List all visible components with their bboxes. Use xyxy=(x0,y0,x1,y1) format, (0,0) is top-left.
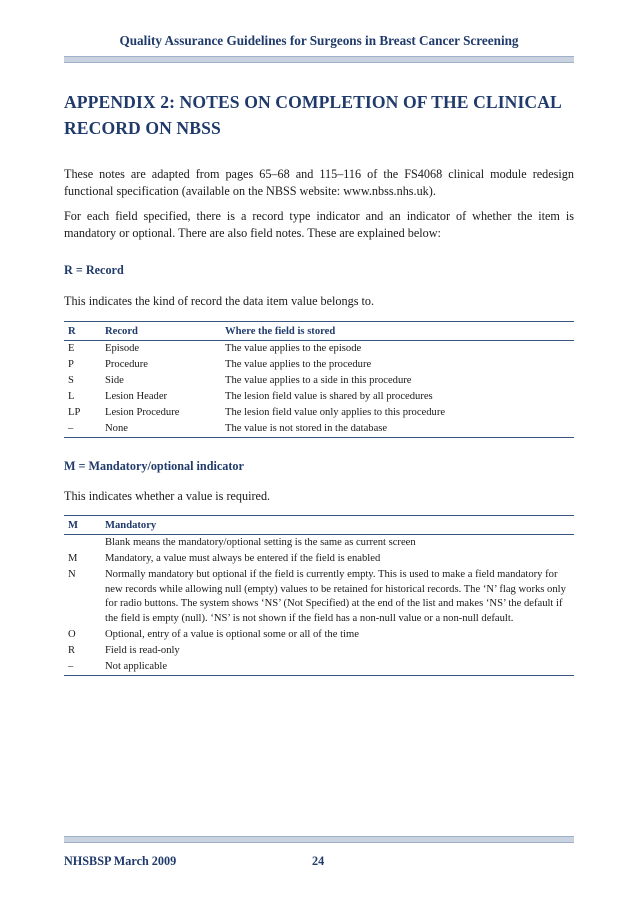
mandatory-code: M xyxy=(68,553,78,564)
record-type: Lesion Procedure xyxy=(105,407,180,418)
table-row xyxy=(64,405,574,421)
table-row xyxy=(64,357,574,373)
mandatory-col-m: M xyxy=(64,516,105,535)
record-col-stored: Where the field is stored xyxy=(225,322,574,341)
page-number: 24 xyxy=(312,854,325,868)
header-title: Quality Assurance Guidelines for Surgeons in Breast Cancer Screening xyxy=(119,33,519,48)
record-col-record: Record xyxy=(105,322,225,341)
record-storage: The value applies to a side in this procedure xyxy=(225,375,412,386)
mandatory-meaning: Field is read-only xyxy=(105,645,180,656)
table-row xyxy=(64,567,574,627)
mandatory-description: This indicates whether a value is required. xyxy=(64,489,271,503)
mandatory-col-mandatory: Mandatory xyxy=(105,516,574,535)
table-row xyxy=(64,341,574,358)
record-code: LP xyxy=(68,407,81,418)
mandatory-meaning: Mandatory, a value must always be entered if the field is enabled xyxy=(105,553,381,564)
record-type: Lesion Header xyxy=(105,391,168,402)
table-row xyxy=(64,535,574,552)
table-row xyxy=(64,551,574,567)
record-col-r: R xyxy=(64,322,105,341)
header-rule xyxy=(64,56,574,63)
record-code: L xyxy=(68,391,75,402)
record-code: E xyxy=(68,343,75,354)
record-type: Episode xyxy=(105,343,140,354)
record-table-header xyxy=(64,322,574,341)
mandatory-meaning: Normally mandatory but optional if the field is currently empty. This is used to make a field mandatory for new records while allowing null (empty) values to be retained for historical records. The ‘N’ flag works only for radio buttons. The system shows ‘NS’ (Not Specified) at the end of the list and makes ‘NS’ the default if the field is empty (null). ‘NS’ is not shown if the field has a non-null value or a non-null default. xyxy=(105,569,566,624)
record-heading: R = Record xyxy=(64,263,124,277)
footer-rule xyxy=(64,836,574,843)
appendix-title: APPENDIX 2: NOTES ON COMPLETION OF THE CLINICAL RECORD ON NBSS xyxy=(64,92,561,138)
record-code: S xyxy=(68,375,74,386)
record-storage: The value applies to the procedure xyxy=(225,359,372,370)
record-code: – xyxy=(64,421,105,438)
table-row xyxy=(64,627,574,643)
table-row xyxy=(64,421,574,438)
record-type: Side xyxy=(105,375,124,386)
record-type: Procedure xyxy=(105,359,148,370)
record-storage: The lesion field value only applies to this procedure xyxy=(225,407,446,418)
mandatory-meaning: Optional, entry of a value is optional some or all of the time xyxy=(105,629,359,640)
mandatory-meaning: Not applicable xyxy=(105,659,574,676)
table-row xyxy=(64,643,574,659)
footer-date: NHSBSP March 2009 xyxy=(64,854,177,868)
mandatory-code: O xyxy=(68,629,76,640)
table-row xyxy=(64,389,574,405)
record-storage: The lesion field value is shared by all procedures xyxy=(225,391,433,402)
mandatory-code: R xyxy=(68,645,76,656)
intro-paragraph-1: These notes are adapted from pages 65–68 and 115–116 of the FS4068 clinical module redesign functional specification (available on the NBSS website: www.nbss.nhs.uk). xyxy=(64,167,574,198)
record-storage: The value is not stored in the database xyxy=(225,421,574,438)
mandatory-table xyxy=(64,515,574,676)
mandatory-meaning: Blank means the mandatory/optional setting is the same as current screen xyxy=(105,537,416,548)
table-row xyxy=(64,659,574,676)
mandatory-code: N xyxy=(68,569,76,580)
mandatory-code xyxy=(64,535,105,552)
intro-paragraph-2: For each field specified, there is a record type indicator and an indicator of whether the item is mandatory or optional. There are also field notes. These are explained below: xyxy=(64,209,574,240)
mandatory-code: – xyxy=(64,659,105,676)
record-code: P xyxy=(68,359,74,370)
record-storage: The value applies to the episode xyxy=(225,343,362,354)
mandatory-heading: M = Mandatory/optional indicator xyxy=(64,459,244,473)
table-row xyxy=(64,373,574,389)
record-description: This indicates the kind of record the data item value belongs to. xyxy=(64,294,375,308)
mandatory-table-header xyxy=(64,516,574,535)
record-table xyxy=(64,321,574,438)
record-type: None xyxy=(105,421,225,438)
